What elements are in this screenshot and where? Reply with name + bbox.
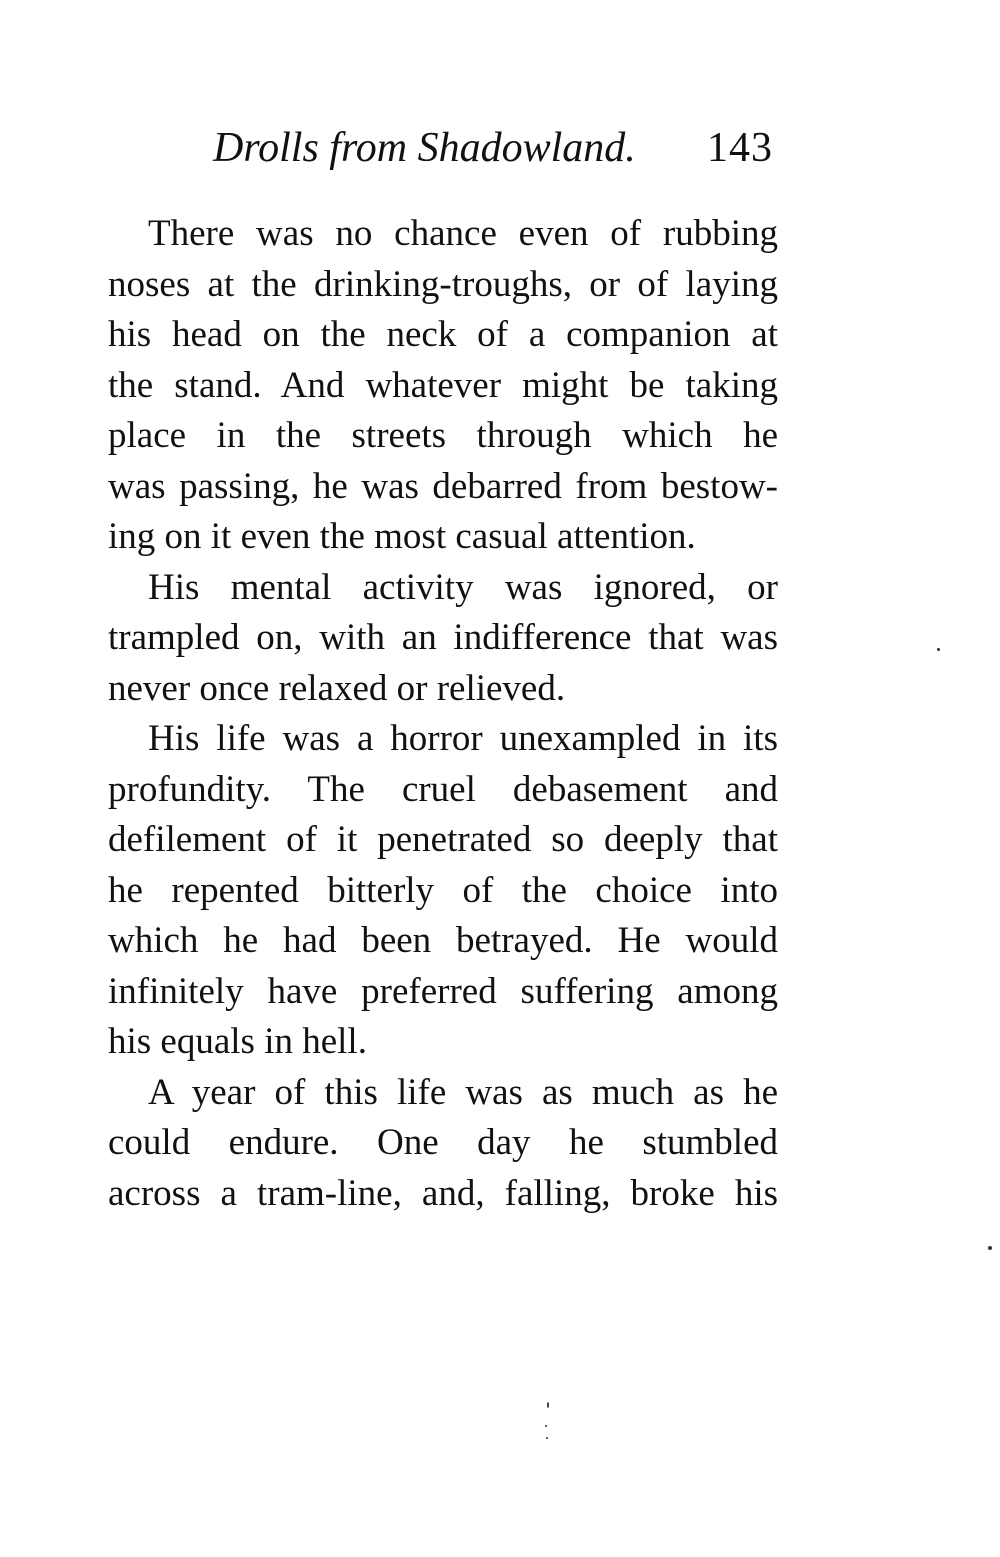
- text-line: the stand. And whatever might be taking: [108, 364, 778, 406]
- text-line: defilement of it penetrated so deeply that: [108, 819, 778, 860]
- paragraph-2: [108, 563, 778, 715]
- paper-speck: [547, 1402, 549, 1408]
- text-line: could endure. One day he stumbled: [108, 1122, 778, 1163]
- paragraph-4: [108, 1068, 778, 1220]
- running-head: [213, 118, 773, 178]
- page-number: 143: [707, 125, 773, 171]
- text-line: infinitely have preferred suffering among: [108, 970, 778, 1012]
- text-line: profundity. The cruel debasement and: [108, 768, 778, 810]
- paper-speck: [546, 1437, 548, 1439]
- text-line: A year of this life was as much as he: [148, 1071, 778, 1113]
- paragraph-1: [108, 209, 778, 563]
- text-line: There was no chance even of rubbing: [148, 213, 778, 254]
- text-line: ing on it even the most casual attention.: [108, 516, 696, 557]
- text-line: trampled on, with an indifference that was: [108, 617, 778, 658]
- text-line: noses at the drinking-troughs, or of laying: [108, 263, 778, 305]
- paper-speck: [988, 1246, 992, 1250]
- text-line: his head on the neck of a companion at: [108, 314, 778, 355]
- running-title: Drolls from Shadowland.: [213, 125, 636, 171]
- text-line: place in the streets through which he: [108, 415, 778, 456]
- text-line: his equals in hell.: [108, 1021, 367, 1062]
- text-line: His life was a horror unexampled in its: [148, 718, 778, 759]
- text-line: His mental activity was ignored, or: [148, 566, 778, 608]
- text-line: never once relaxed or relieved.: [108, 667, 566, 709]
- paper-speck: [937, 648, 940, 651]
- text-line: across a tram-line, and, falling, broke his: [108, 1172, 778, 1214]
- paper-speck: [545, 1425, 547, 1427]
- text-line: which he had been betrayed. He would: [108, 920, 778, 961]
- paragraph-3: [108, 714, 778, 1068]
- body-text: [108, 209, 778, 1219]
- text-line: was passing, he was debarred from bestow-: [108, 465, 778, 507]
- text-line: he repented bitterly of the choice into: [108, 869, 778, 911]
